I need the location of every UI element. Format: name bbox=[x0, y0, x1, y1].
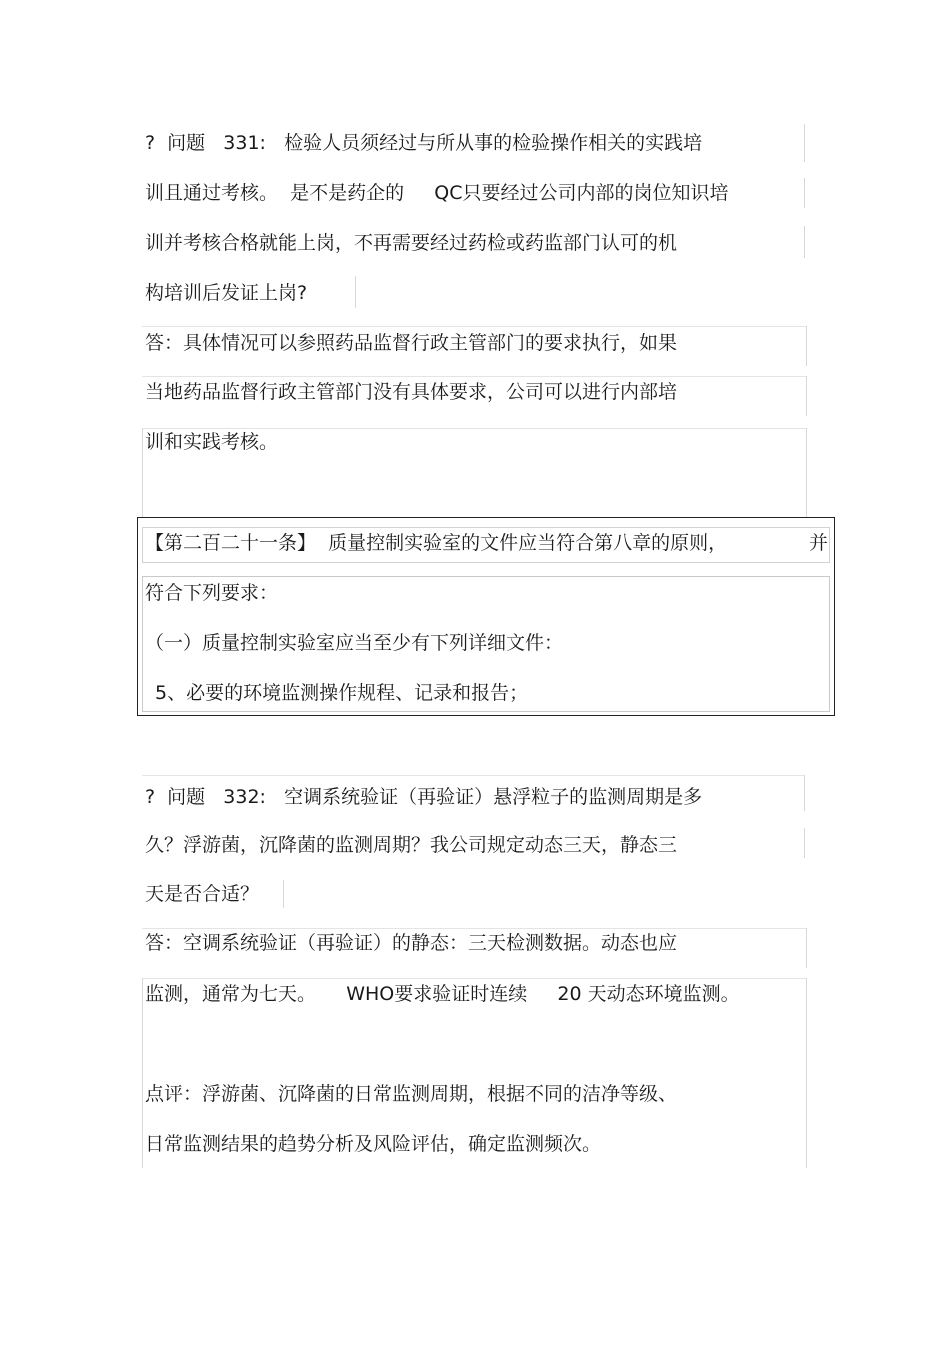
scan-rule bbox=[806, 376, 807, 416]
scan-rule bbox=[804, 124, 805, 162]
question-331-line-1: ? 问题 331: 检验人员须经过与所从事的检验操作相关的实践培 bbox=[145, 132, 703, 154]
scan-rule bbox=[806, 326, 807, 366]
article-221-header: 【第二百二十一条】 质量控制实验室的文件应当符合第八章的原则， bbox=[145, 532, 728, 554]
question-332-line-1: ? 问题 332: 空调系统验证（再验证）悬浮粒子的监测周期是多 bbox=[145, 786, 703, 808]
question-332-line-3: 天是否合适？ bbox=[145, 883, 260, 905]
scan-rule bbox=[806, 928, 807, 968]
scan-rule bbox=[806, 978, 807, 1168]
scan-rule bbox=[804, 775, 805, 811]
article-221-line-3: 5、必要的环境监测操作规程、记录和报告； bbox=[155, 682, 529, 704]
answer-332-line-2: 监测，通常为七天。 WHO要求验证时连续 20 天动态环境监测。 bbox=[145, 983, 740, 1005]
scan-rule bbox=[142, 428, 143, 518]
answer-331-line-3: 训和实践考核。 bbox=[145, 431, 279, 453]
scan-rule bbox=[283, 880, 284, 908]
scan-rule bbox=[804, 828, 805, 858]
answer-331-line-2: 当地药品监督行政主管部门没有具体要求，公司可以进行内部培 bbox=[145, 381, 678, 403]
question-331-line-3: 训并考核合格就能上岗，不再需要经过药检或药监部门认可的机 bbox=[145, 232, 678, 254]
article-221-line-2: （一）质量控制实验室应当至少有下列详细文件： bbox=[145, 632, 564, 654]
question-332-line-2: 久？浮游菌，沉降菌的监测周期？我公司规定动态三天，静态三 bbox=[145, 834, 678, 856]
scan-rule bbox=[142, 376, 807, 377]
scan-rule bbox=[806, 428, 807, 518]
scan-rule bbox=[142, 978, 807, 979]
article-221-header-end: 并 bbox=[809, 532, 829, 554]
scan-rule bbox=[142, 928, 807, 929]
article-221-line-1: 符合下列要求： bbox=[145, 582, 279, 604]
scan-rule bbox=[804, 178, 805, 208]
answer-331-line-1: 答：具体情况可以参照药品监督行政主管部门的要求执行，如果 bbox=[145, 332, 678, 354]
scan-rule bbox=[355, 276, 356, 308]
answer-332-line-1: 答：空调系统验证（再验证）的静态：三天检测数据。动态也应 bbox=[145, 932, 678, 954]
scan-rule bbox=[142, 428, 807, 429]
scan-rule bbox=[142, 775, 805, 776]
question-331-line-2: 训且通过考核。 是不是药企的 QC只要经过公司内部的岗位知识培 bbox=[145, 182, 729, 204]
comment-332-line-1: 点评：浮游菌、沉降菌的日常监测周期，根据不同的洁净等级、 bbox=[145, 1083, 678, 1105]
scan-rule bbox=[804, 226, 805, 258]
scan-rule bbox=[142, 978, 143, 1168]
question-331-line-4: 构培训后发证上岗? bbox=[145, 282, 308, 304]
scan-rule bbox=[142, 326, 807, 327]
comment-332-line-2: 日常监测结果的趋势分析及风险评估，确定监测频次。 bbox=[145, 1133, 602, 1155]
